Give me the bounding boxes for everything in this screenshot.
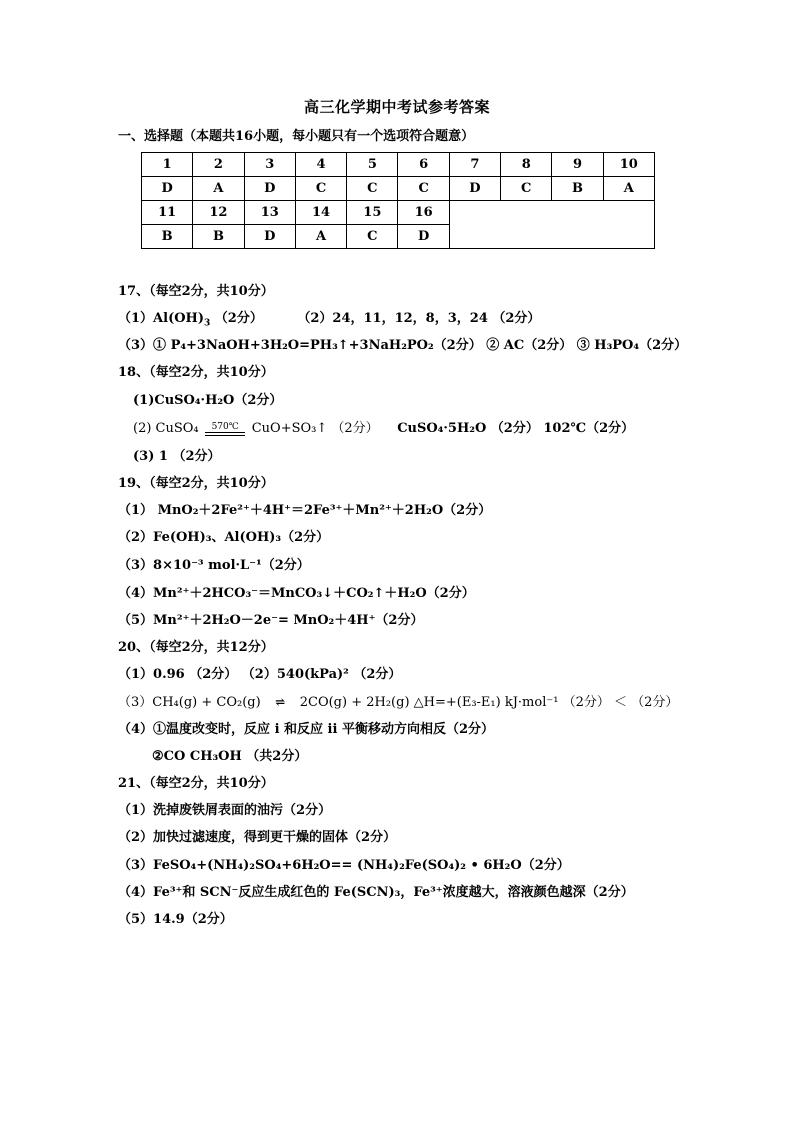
table-cell: 5	[347, 153, 398, 177]
table-cell: 1	[142, 153, 193, 177]
table-row	[142, 153, 655, 177]
table-cell: 12	[193, 201, 244, 225]
q19-line-4: （4）Mn²⁺＋2HCO₃⁻＝MnCO₃↓＋CO₂↑＋H₂O（2分）	[118, 586, 475, 601]
q18-line-1: (1)CuSO₄·H₂O（2分）	[133, 393, 283, 408]
table-cell: 6	[398, 153, 449, 177]
q17-line-2: （3）① P₄+3NaOH+3H₂O=PH₃↑+3NaH₂PO₂（2分） ② AC（2分） ③ H₃PO₄（2分）	[118, 338, 688, 353]
q18-reactant: (2) CuSO₄	[133, 421, 199, 436]
table-cell: 3	[244, 153, 295, 177]
table-cell: A	[295, 225, 346, 249]
table-cell: C	[295, 177, 346, 201]
q17-subscript: 3	[203, 318, 211, 329]
table-cell: B	[142, 225, 193, 249]
q19-line-3: （3）8×10⁻³ mol·L⁻¹（2分）	[118, 558, 310, 573]
table-cell: 7	[449, 153, 500, 177]
table-cell: 4	[295, 153, 346, 177]
q18-part-2b: CuSO₄·5H₂O （2分） 102℃（2分）	[397, 421, 635, 436]
table-row	[142, 201, 655, 225]
q19-line-2: （2）Fe(OH)₃、Al(OH)₃（2分）	[118, 530, 330, 545]
table-cell: 9	[552, 153, 603, 177]
section-heading: 一、选择题（本题共16小题，每小题只有一个选项符合题意）	[118, 129, 475, 144]
table-cell: 13	[244, 201, 295, 225]
equilibrium-arrow-icon: ⇌	[275, 695, 286, 709]
q17-part-2: （2）24，11，12，8，3，24 （2分）	[297, 311, 541, 326]
table-cell: D	[142, 177, 193, 201]
q21-line-2: （2）加快过滤速度，得到更干燥的固体（2分）	[118, 830, 397, 845]
table-cell: C	[347, 225, 398, 249]
table-cell: A	[193, 177, 244, 201]
table-cell: C	[347, 177, 398, 201]
q19-line-1: （1） MnO₂＋2Fe²⁺＋4H⁺＝2Fe³⁺＋Mn²⁺＋2H₂O（2分）	[118, 503, 492, 518]
table-cell: 8	[501, 153, 552, 177]
q21-line-1: （1）洗掉废铁屑表面的油污（2分）	[118, 803, 332, 818]
q18-line-3: (3) 1 （2分）	[133, 449, 221, 464]
table-cell: B	[552, 177, 603, 201]
q19-heading: 19、（每空2分，共10分）	[118, 476, 274, 491]
q17-line-1	[118, 307, 540, 329]
table-cell: 14	[295, 201, 346, 225]
table-cell: 16	[398, 201, 449, 225]
table-cell: B	[193, 225, 244, 249]
answer-table	[141, 152, 655, 249]
q21-line-5: （5）14.9（2分）	[118, 912, 233, 927]
table-cell: D	[398, 225, 449, 249]
q21-line-3: （3）FeSO₄+(NH₄)₂SO₄+6H₂O== (NH₄)₂Fe(SO₄)₂ • 6H₂O（2分）	[118, 858, 570, 873]
table-cell: D	[449, 177, 500, 201]
q20-heading: 20、（每空2分，共12分）	[118, 640, 274, 655]
q17-heading: 17、（每空2分，共10分）	[118, 284, 274, 299]
q18-line-2	[133, 417, 634, 436]
q20-reactants: （3）CH₄(g) + CO₂(g)	[118, 695, 261, 710]
q17-part-1-score: （2分）	[214, 311, 263, 326]
table-cell: A	[603, 177, 654, 201]
table-cell: 15	[347, 201, 398, 225]
table-row	[142, 177, 655, 201]
q20-line-2	[118, 691, 678, 710]
table-cell: 11	[142, 201, 193, 225]
table-cell: C	[398, 177, 449, 201]
q21-line-4: （4）Fe³⁺和 SCN⁻反应生成红色的 Fe(SCN)₃，Fe³⁺浓度越大，溶液颜色越深（2分）	[118, 885, 634, 900]
q17-part-1: （1）Al(OH)	[118, 311, 204, 326]
q20-line-1: （1）0.96 （2分） （2）540(kPa)² （2分）	[118, 667, 402, 682]
q19-line-5: （5）Mn²⁺＋2H₂O－2e⁻= MnO₂＋4H⁺（2分）	[118, 613, 424, 628]
q20-line-3: （4）①温度改变时，反应 i 和反应 ii 平衡移动方向相反（2分）	[118, 722, 495, 737]
q18-product: CuO+SO₃↑ （2分）	[251, 421, 379, 436]
q20-products: 2CO(g) + 2H₂(g) △H=+(E₃-E₁) kJ·mol⁻¹ （2分） ＜ （2分）	[299, 695, 679, 710]
table-cell: D	[244, 177, 295, 201]
table-blank-cell	[449, 201, 654, 249]
q20-line-4: ②CO CH₃OH （共2分）	[152, 749, 308, 764]
table-cell: 2	[193, 153, 244, 177]
table-cell: D	[244, 225, 295, 249]
table-cell: C	[501, 177, 552, 201]
reaction-condition: 570℃	[203, 422, 247, 432]
page-title: 高三化学期中考试参考答案	[303, 98, 490, 116]
q18-heading: 18、（每空2分，共10分）	[118, 365, 274, 380]
q21-heading: 21、（每空2分，共10分）	[118, 776, 274, 791]
table-cell: 10	[603, 153, 654, 177]
